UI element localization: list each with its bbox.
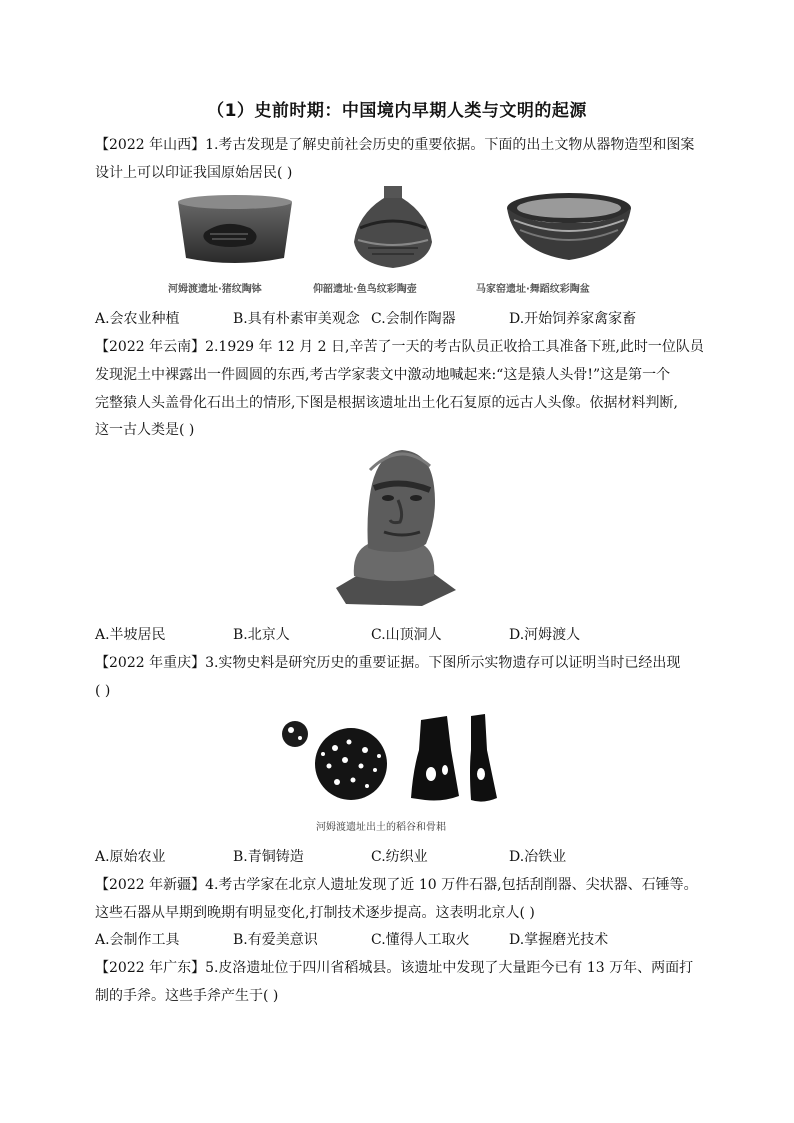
option-a[interactable]: A.会制作工具	[95, 932, 180, 948]
question-2-options	[95, 625, 715, 645]
option-a[interactable]: A.半坡居民	[95, 627, 166, 643]
option-b[interactable]: B.青铜铸造	[233, 849, 304, 865]
figure-caption-2: 仰韶遗址·鱼鸟纹彩陶壶	[313, 284, 417, 295]
option-b[interactable]: B.北京人	[233, 627, 290, 643]
option-d[interactable]: D.河姆渡人	[509, 627, 581, 643]
painted-pottery-pot-image	[348, 184, 438, 274]
question-2-line-1: 【2022 年云南】2.1929 年 12 月 2 日,辛苦了一天的考古队员正收拾工具准备下班,此时一位队员	[95, 339, 704, 355]
question-3-options	[95, 847, 715, 867]
peking-man-bust-image	[330, 440, 460, 610]
option-c[interactable]: C.会制作陶器	[371, 311, 456, 327]
page-title: （1）史前时期：中国境内早期人类与文明的起源	[207, 101, 587, 121]
option-c[interactable]: C.纺织业	[371, 849, 428, 865]
option-d[interactable]: D.开始饲养家禽家畜	[509, 311, 637, 327]
question-2-line-4: 这一古人类是( )	[95, 422, 195, 438]
option-a[interactable]: A.原始农业	[95, 849, 166, 865]
rice-grains-and-bone-spade-image	[275, 710, 500, 806]
question-5-line-1: 【2022 年广东】5.皮洛遗址位于四川省稻城县。该遗址中发现了大量距今已有 13 万年、两面打	[95, 960, 694, 976]
figure-caption-3: 马家窑遗址·舞蹈纹彩陶盆	[476, 284, 590, 295]
option-d[interactable]: D.冶铁业	[509, 849, 567, 865]
option-c[interactable]: C.懂得人工取火	[371, 932, 470, 948]
figure-caption-1: 河姆渡遗址·猪纹陶钵	[168, 284, 262, 295]
question-3-figure	[275, 710, 515, 835]
question-4-line-1: 【2022 年新疆】4.考古学家在北京人遗址发现了近 10 万件石器,包括刮削器、尖状器、石锤等。	[95, 877, 698, 893]
question-2-line-2: 发现泥土中裸露出一件圆圆的东西,考古学家裴文中激动地喊起来:“这是猿人头骨!”这是第一个	[95, 367, 671, 383]
figure-caption: 河姆渡遗址出土的稻谷和骨耜	[316, 822, 446, 833]
option-b[interactable]: B.有爱美意识	[233, 932, 318, 948]
option-b[interactable]: B.具有朴素审美观念	[233, 311, 360, 327]
question-1-figure	[170, 188, 640, 300]
pottery-bowl-pig-image	[170, 188, 300, 270]
option-d[interactable]: D.掌握磨光技术	[509, 932, 609, 948]
option-c[interactable]: C.山顶洞人	[371, 627, 442, 643]
question-3-line-1: 【2022 年重庆】3.实物史料是研究历史的重要证据。下图所示实物遗存可以证明当时已经出现	[95, 655, 681, 671]
question-1-line-1: 【2022 年山西】1.考古发现是了解史前社会历史的重要依据。下面的出土文物从器物造型和图案	[95, 137, 695, 153]
question-1-options	[95, 309, 715, 329]
question-4-line-2: 这些石器从早期到晚期有明显变化,打制技术逐步提高。这表明北京人( )	[95, 905, 535, 921]
question-2-line-3: 完整猿人头盖骨化石出土的情形,下图是根据该遗址出土化石复原的远古人头像。依据材料判断,	[95, 395, 678, 411]
question-5-line-2: 制的手斧。这些手斧产生于( )	[95, 988, 279, 1004]
question-4-options	[95, 930, 715, 950]
question-3-line-2: ( )	[95, 683, 111, 699]
option-a[interactable]: A.会农业种植	[95, 311, 180, 327]
painted-pottery-basin-image	[504, 190, 634, 270]
question-1-line-2: 设计上可以印证我国原始居民( )	[95, 165, 293, 181]
